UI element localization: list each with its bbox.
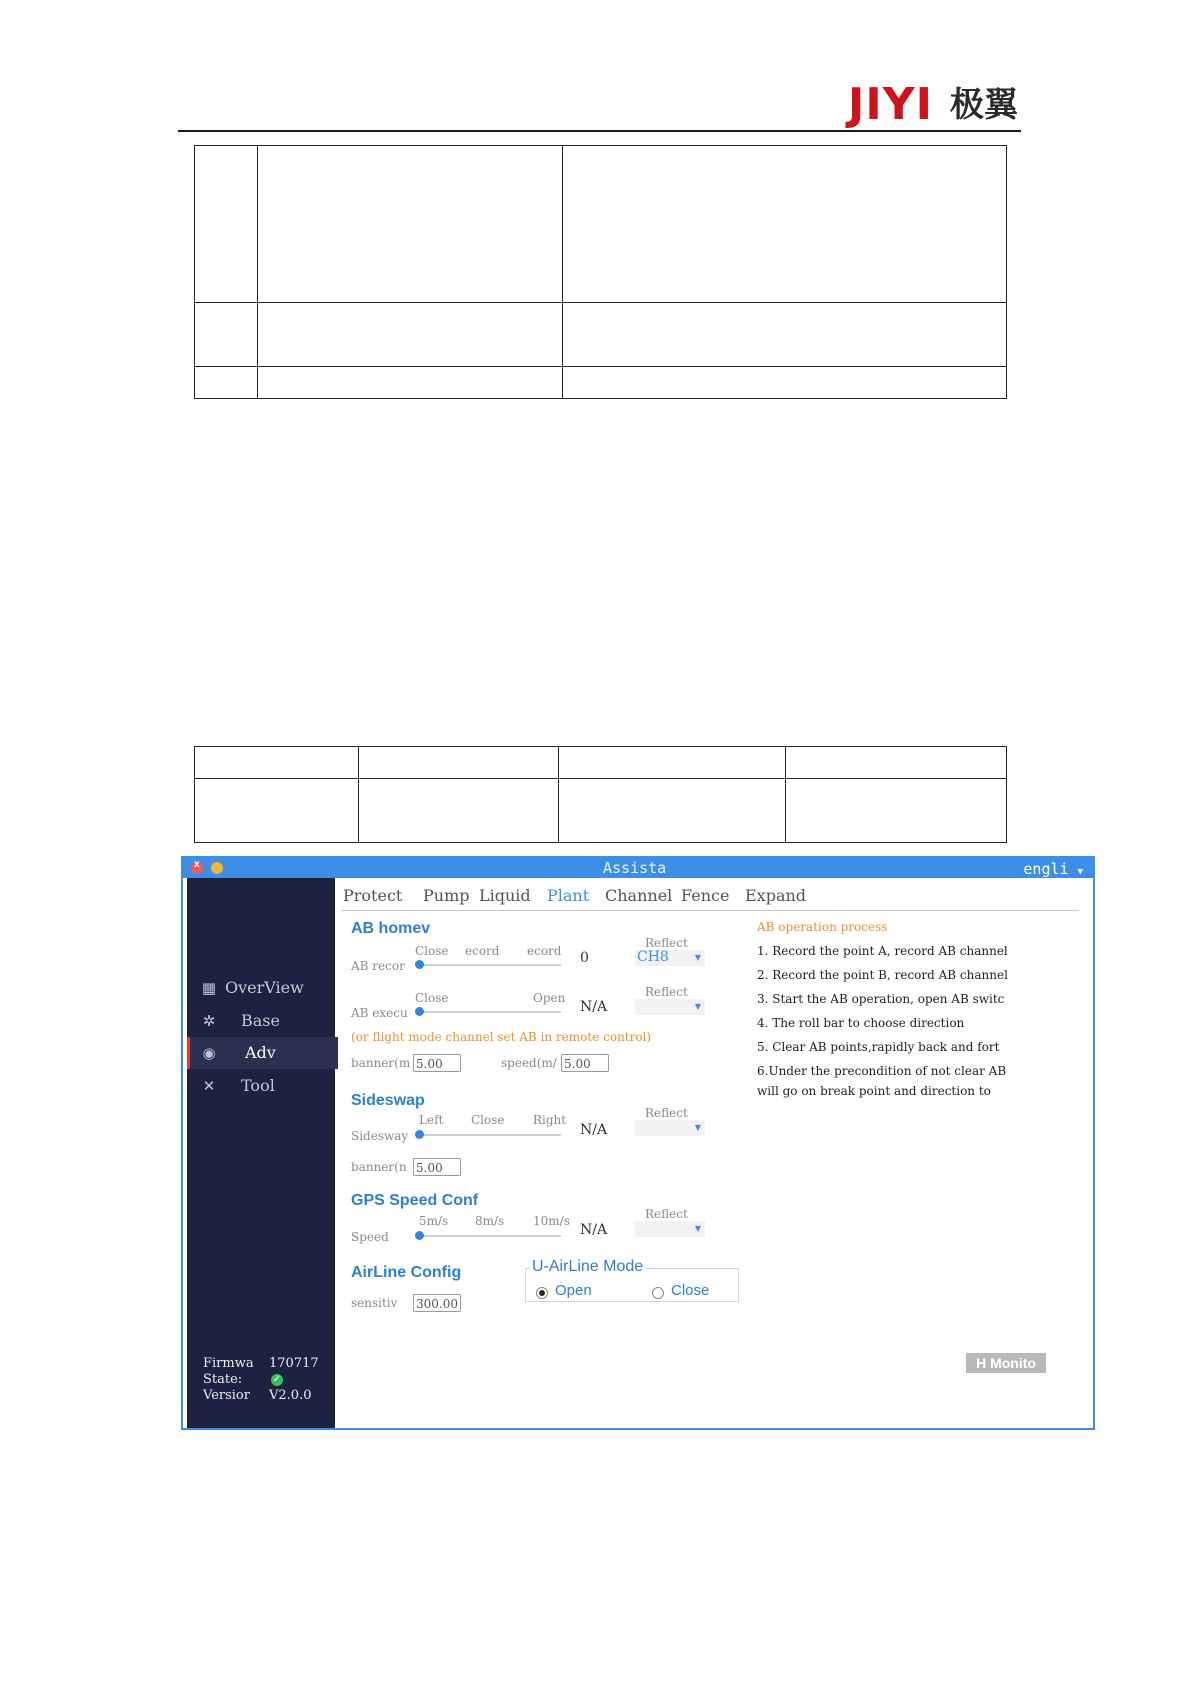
- table-cell: [195, 303, 258, 367]
- table-cell: [562, 367, 1006, 399]
- slider-tick-label: 5m/s: [419, 1214, 449, 1228]
- advanced-icon: ◉: [202, 1044, 216, 1062]
- open-radio[interactable]: [536, 1287, 548, 1299]
- sidebar: [187, 878, 335, 1428]
- sidebar-item-label: Tool: [241, 1076, 275, 1095]
- ab-execute-value: N/A: [580, 999, 608, 1015]
- input-value: 5.00: [564, 1057, 591, 1071]
- sidebar-item-tool[interactable]: [187, 1070, 335, 1102]
- overview-grid-icon: ▦: [201, 979, 217, 997]
- slider-tick-label: 10m/s: [533, 1214, 570, 1228]
- chevron-down-icon: ▼: [694, 1123, 701, 1132]
- table-cell: [195, 747, 359, 779]
- minimize-window-button[interactable]: [211, 862, 223, 874]
- table-cell: [562, 303, 1006, 367]
- sidebar-item-overview[interactable]: [187, 972, 335, 1004]
- table-cell: [195, 146, 258, 303]
- ab-speed-input[interactable]: [561, 1054, 609, 1072]
- sidebar-item-adv[interactable]: [187, 1037, 338, 1069]
- process-step: 1. Record the point A, record AB channel: [757, 944, 1008, 958]
- close-window-button[interactable]: [191, 862, 203, 874]
- process-step: 3. Start the AB operation, open AB switc: [757, 992, 1005, 1006]
- table-bottom: [194, 746, 1007, 843]
- reflect-label: Reflect: [645, 936, 688, 950]
- monitor-button[interactable]: [966, 1353, 1046, 1373]
- slider-thumb[interactable]: [415, 960, 424, 969]
- version-label: Versior: [203, 1388, 250, 1403]
- monitor-button-label: H Monito: [976, 1355, 1036, 1371]
- slider-tick-label: ecord: [527, 944, 562, 958]
- table-row: [195, 303, 1007, 367]
- table-cell: [195, 779, 359, 843]
- ab-execute-slider[interactable]: [417, 1011, 561, 1013]
- input-value: 5.00: [416, 1161, 443, 1175]
- tab-pump[interactable]: Pump: [423, 886, 470, 905]
- slider-tick-label: 8m/s: [475, 1214, 505, 1228]
- sidebar-item-label: Adv: [245, 1043, 276, 1062]
- sensitivity-input[interactable]: [413, 1294, 461, 1312]
- table-cell: [257, 146, 562, 303]
- process-step: 5. Clear AB points,rapidly back and fort: [757, 1040, 1000, 1054]
- ab-record-value: 0: [580, 950, 589, 966]
- sidebar-item-label: Base: [241, 1011, 280, 1030]
- chevron-down-icon: ▼: [694, 953, 701, 962]
- table-cell: [358, 747, 558, 779]
- ab-home-title: AB homev: [351, 920, 431, 937]
- slider-tick-label: Close: [415, 944, 449, 958]
- gear-icon: ✲: [202, 1012, 216, 1030]
- slider-tick-label: Close: [415, 991, 449, 1005]
- table-cell: [257, 367, 562, 399]
- airline-config-title: AirLine Config: [351, 1264, 462, 1281]
- table-cell: [786, 779, 1007, 843]
- table-row: [195, 779, 1007, 843]
- reflect-label: Reflect: [645, 1106, 688, 1120]
- sideswap-value: N/A: [580, 1122, 608, 1138]
- u-airline-mode-title: U-AirLine Mode: [529, 1258, 646, 1276]
- process-step: will go on break point and direction to: [757, 1084, 991, 1098]
- ab-record-slider[interactable]: [417, 964, 561, 966]
- ab-execute-label: AB execu: [351, 1006, 408, 1020]
- jiyi-logo: [848, 79, 1023, 130]
- tab-liquid[interactable]: Liquid: [479, 886, 531, 905]
- sideswap-banner-input[interactable]: [413, 1158, 461, 1176]
- tab-fence[interactable]: Fence: [681, 886, 730, 905]
- sensitivity-label: sensitiv: [351, 1296, 398, 1310]
- table-cell: [562, 146, 1006, 303]
- table-cell: [786, 747, 1007, 779]
- gps-speed-reflect-select[interactable]: [635, 1221, 705, 1237]
- slider-tick-label: Left: [419, 1113, 444, 1127]
- header-rule: [178, 130, 1021, 132]
- slider-tick-label: Right: [533, 1113, 567, 1127]
- close-radio-label: Close: [671, 1282, 710, 1299]
- ab-execute-reflect-select[interactable]: [635, 999, 705, 1015]
- table-row: [195, 367, 1007, 399]
- state-label: State:: [203, 1372, 243, 1387]
- table-row: [195, 146, 1007, 303]
- speed-label: speed(m/: [501, 1056, 557, 1070]
- sideswap-title: Sideswap: [351, 1092, 425, 1109]
- process-step: 2. Record the point B, record AB channel: [757, 968, 1008, 982]
- slider-tick-label: Open: [533, 991, 566, 1005]
- tool-icon: ✕: [202, 1077, 216, 1095]
- table-row: [195, 747, 1007, 779]
- speed-label: Speed: [351, 1230, 389, 1244]
- tab-protect[interactable]: Protect: [343, 886, 403, 905]
- version-value: V2.0.0: [269, 1388, 312, 1403]
- language-value: engli: [1023, 860, 1069, 878]
- open-radio-label: Open: [555, 1282, 592, 1299]
- window-title: Assista: [603, 859, 667, 877]
- tab-channel[interactable]: Channel: [605, 886, 673, 905]
- logo-chinese-text: 极翼: [950, 85, 1018, 125]
- gps-speed-title: GPS Speed Conf: [351, 1192, 479, 1209]
- assistant-app-window: [181, 856, 1095, 1430]
- banner-label: banner(m: [351, 1056, 411, 1070]
- ab-record-reflect-select[interactable]: [635, 950, 705, 966]
- sideswap-slider[interactable]: [417, 1134, 561, 1136]
- ab-banner-input[interactable]: [413, 1054, 461, 1072]
- table-cell: [257, 303, 562, 367]
- firmware-value: 170717: [269, 1356, 319, 1371]
- sidebar-item-label: OverView: [225, 978, 304, 997]
- chevron-down-icon: ▼: [1077, 867, 1083, 877]
- sideswap-label: Sidesway: [351, 1129, 409, 1143]
- gps-speed-slider[interactable]: [417, 1235, 561, 1237]
- banner-label: banner(n: [351, 1160, 407, 1174]
- slider-tick-label: ecord: [465, 944, 500, 958]
- logo-text: JIYI: [848, 79, 933, 130]
- reflect-label: Reflect: [645, 985, 688, 999]
- table-top: [194, 145, 1007, 399]
- input-value: 300.00: [416, 1297, 458, 1311]
- close-radio[interactable]: [652, 1287, 664, 1299]
- slider-tick-label: Close: [471, 1113, 505, 1127]
- sidebar-item-base[interactable]: [187, 1005, 335, 1037]
- table-cell: [358, 779, 558, 843]
- process-step: 4. The roll bar to choose direction: [757, 1016, 965, 1030]
- title-bar: [183, 858, 1093, 878]
- process-step: 6.Under the precondition of not clear AB: [757, 1064, 1007, 1078]
- slider-thumb[interactable]: [415, 1231, 424, 1240]
- check-icon: ✓: [272, 1374, 282, 1385]
- table-cell: [558, 779, 786, 843]
- tab-plant[interactable]: Plant: [547, 886, 590, 905]
- ab-remote-note: (or flight mode channel set AB in remote control): [351, 1030, 652, 1044]
- gps-speed-value: N/A: [580, 1222, 608, 1238]
- input-value: 5.00: [416, 1057, 443, 1071]
- chevron-down-icon: ▼: [694, 1224, 701, 1233]
- reflect-select-value: CH8: [637, 949, 669, 965]
- table-cell: [558, 747, 786, 779]
- language-dropdown[interactable]: [1023, 858, 1083, 883]
- sideswap-reflect-select[interactable]: [635, 1120, 705, 1136]
- slider-thumb[interactable]: [415, 1130, 424, 1139]
- table-cell: [195, 367, 258, 399]
- tab-expand[interactable]: Expand: [745, 886, 807, 905]
- reflect-label: Reflect: [645, 1207, 688, 1221]
- chevron-down-icon: ▼: [694, 1002, 701, 1011]
- ab-process-title: AB operation process: [757, 920, 888, 934]
- ab-record-label: AB recor: [351, 959, 405, 973]
- firmware-label: Firmwa: [203, 1356, 254, 1371]
- tab-divider: [341, 910, 1079, 911]
- slider-thumb[interactable]: [415, 1007, 424, 1016]
